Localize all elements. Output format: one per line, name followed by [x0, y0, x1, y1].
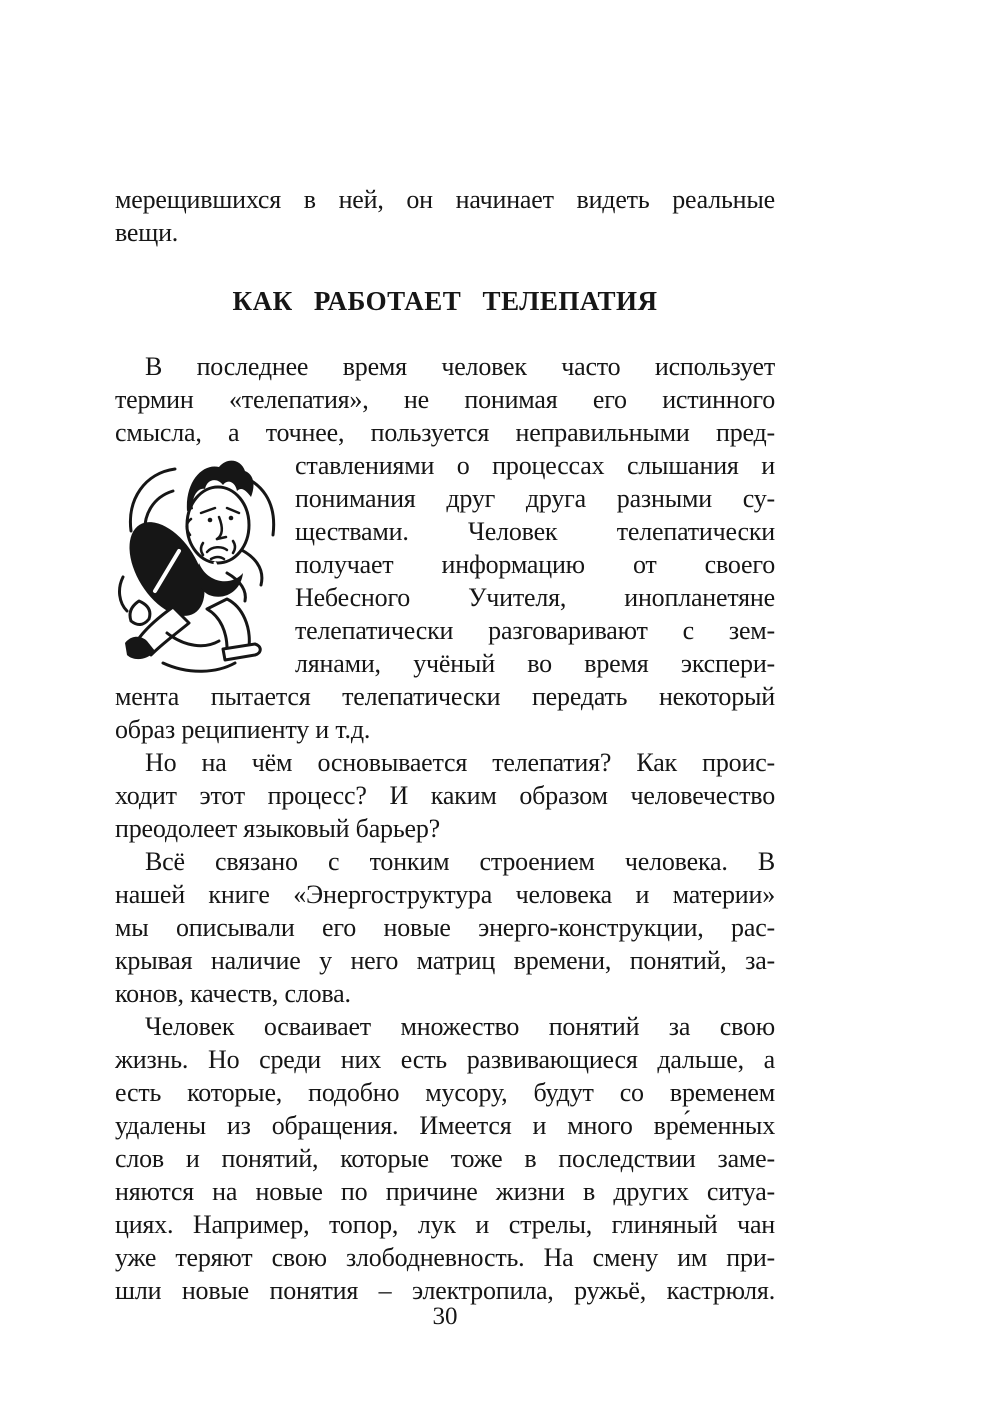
worried-man-illustration	[115, 451, 285, 673]
text-line: мы описывали его новые энерго-конструкции, рас-	[115, 913, 775, 942]
text-line: лянами, учёный во время экспери-	[295, 649, 775, 678]
text-line: есть которые, подобно мусору, будут со временем	[115, 1078, 775, 1107]
text-beside-illustration	[295, 449, 775, 680]
text-line: конов, качеств, слова.	[115, 979, 351, 1008]
text-line: мента пытается телепатически передать некоторый	[115, 682, 775, 711]
text-line: ставлениями о процессах слышания и	[295, 451, 775, 480]
text-line: жизнь. Но среди них есть развивающиеся дальше, а	[115, 1045, 775, 1074]
text-line: крывая наличие у него матриц времени, понятий, за-	[115, 946, 775, 975]
paragraph-concepts	[115, 1010, 775, 1307]
text-line: понимания друг друга разными су-	[295, 484, 775, 513]
text-line: няются на новые по причине жизни в других ситуа-	[115, 1177, 775, 1206]
text-line: Небесного Учителя, инопланетяне	[295, 583, 775, 612]
text-line: В последнее время человек часто использует	[145, 352, 775, 381]
text-line: мерещившихся в ней, он начинает видеть реальные	[115, 185, 775, 214]
text-line: получает информацию от своего	[295, 550, 775, 579]
text-line: вещи.	[115, 218, 179, 247]
text-line: телепатически разговаривают с зем-	[295, 616, 775, 645]
section-heading: КАК РАБОТАЕТ ТЕЛЕПАТИЯ	[232, 286, 658, 316]
paragraph-telepathy-term	[115, 350, 775, 746]
text-line: уже теряют свою злободневность. На смену им при-	[115, 1243, 775, 1272]
paragraph-subtle-structure	[115, 845, 775, 1010]
text-column	[115, 183, 775, 1307]
text-line: циях. Например, топор, лук и стрелы, глиняный чан	[115, 1210, 775, 1239]
text-line: Всё связано с тонким строением человека. В	[145, 847, 775, 876]
text-line: преодолеет языковый барьер?	[115, 814, 440, 843]
illustration-row	[115, 449, 775, 680]
paragraph-telepathy-basis	[115, 746, 775, 845]
text-line: ществами. Человек телепатически	[295, 517, 775, 546]
paragraph-continued-from-previous-page	[115, 183, 775, 249]
text-line: термин «телепатия», не понимая его истинного	[115, 385, 775, 414]
text-line: слов и понятий, которые тоже в последствии заме-	[115, 1144, 775, 1173]
text-line: образ реципиенту и т.д.	[115, 715, 371, 744]
text-line: шли новые понятия – электропила, ружьё, кастрюля.	[115, 1276, 775, 1305]
text-line: смысла, а точнее, пользуется неправильными пред-	[115, 418, 775, 447]
worried-man-cartoon-drawing	[115, 451, 285, 673]
text-line: нашей книге «Энергоструктура человека и материи»	[115, 880, 775, 909]
text-line: Человек осваивает множество понятий за свою	[145, 1012, 775, 1041]
text-line: удалены из обращения. Имеется и много вре́менных	[115, 1111, 775, 1140]
page-number: 30	[432, 1303, 458, 1330]
text-line: Но на чём основывается телепатия? Как проис-	[145, 748, 775, 777]
text-line: ходит этот процесс? И каким образом человечество	[115, 781, 775, 810]
